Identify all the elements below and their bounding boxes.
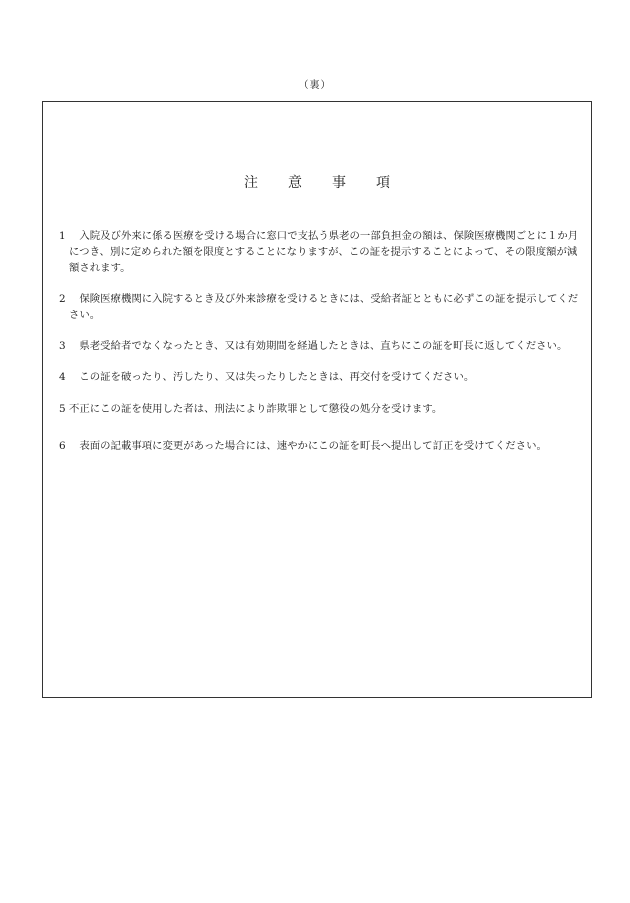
- notice-item-1: [59, 228, 587, 276]
- notice-item-text: 県老受給者でなくなったとき、又は有効期間を経過したときは、直ちにこの証を町長に返してください。: [69, 340, 568, 352]
- page-side-label: （裏）: [298, 80, 332, 91]
- notice-item-4: [59, 369, 587, 385]
- notice-item-3: [59, 338, 587, 354]
- notice-item-2: [59, 291, 587, 323]
- notice-item-number: 5: [59, 403, 66, 415]
- notice-frame: [42, 101, 592, 698]
- notice-item-number: 2: [59, 293, 66, 305]
- notice-item-text: 表面の記載事項に変更があった場合には、速やかにこの証を町長へ提出して訂正を受けてください。: [69, 440, 547, 452]
- notice-item-text: 入院及び外来に係る医療を受ける場合に窓口で支払う県老の一部負担金の額は、保険医療機関ごとに１か月につき、別に定められた額を限度とすることになりますが、この証を提示することによって、その限度額が減額されます。: [69, 230, 579, 274]
- notice-item-6: [59, 438, 587, 454]
- notice-item-text: 保険医療機関に入院するとき及び外来診療を受けるときには、受給者証とともに必ずこの証を提示してください。: [69, 293, 579, 321]
- notice-item-text: この証を破ったり、汚したり、又は失ったりしたときは、再交付を受けてください。: [69, 371, 475, 383]
- notice-item-number: 6: [59, 440, 66, 452]
- notice-list: [59, 228, 587, 454]
- notice-item-text: 不正にこの証を使用した者は、刑法により詐欺罪として懲役の処分を受けます。: [69, 403, 443, 415]
- notice-item-number: 1: [59, 230, 66, 242]
- notice-item-5: [59, 401, 587, 417]
- notice-title: 注意事項: [244, 175, 420, 191]
- notice-item-number: 4: [59, 371, 66, 383]
- notice-item-number: 3: [59, 340, 66, 352]
